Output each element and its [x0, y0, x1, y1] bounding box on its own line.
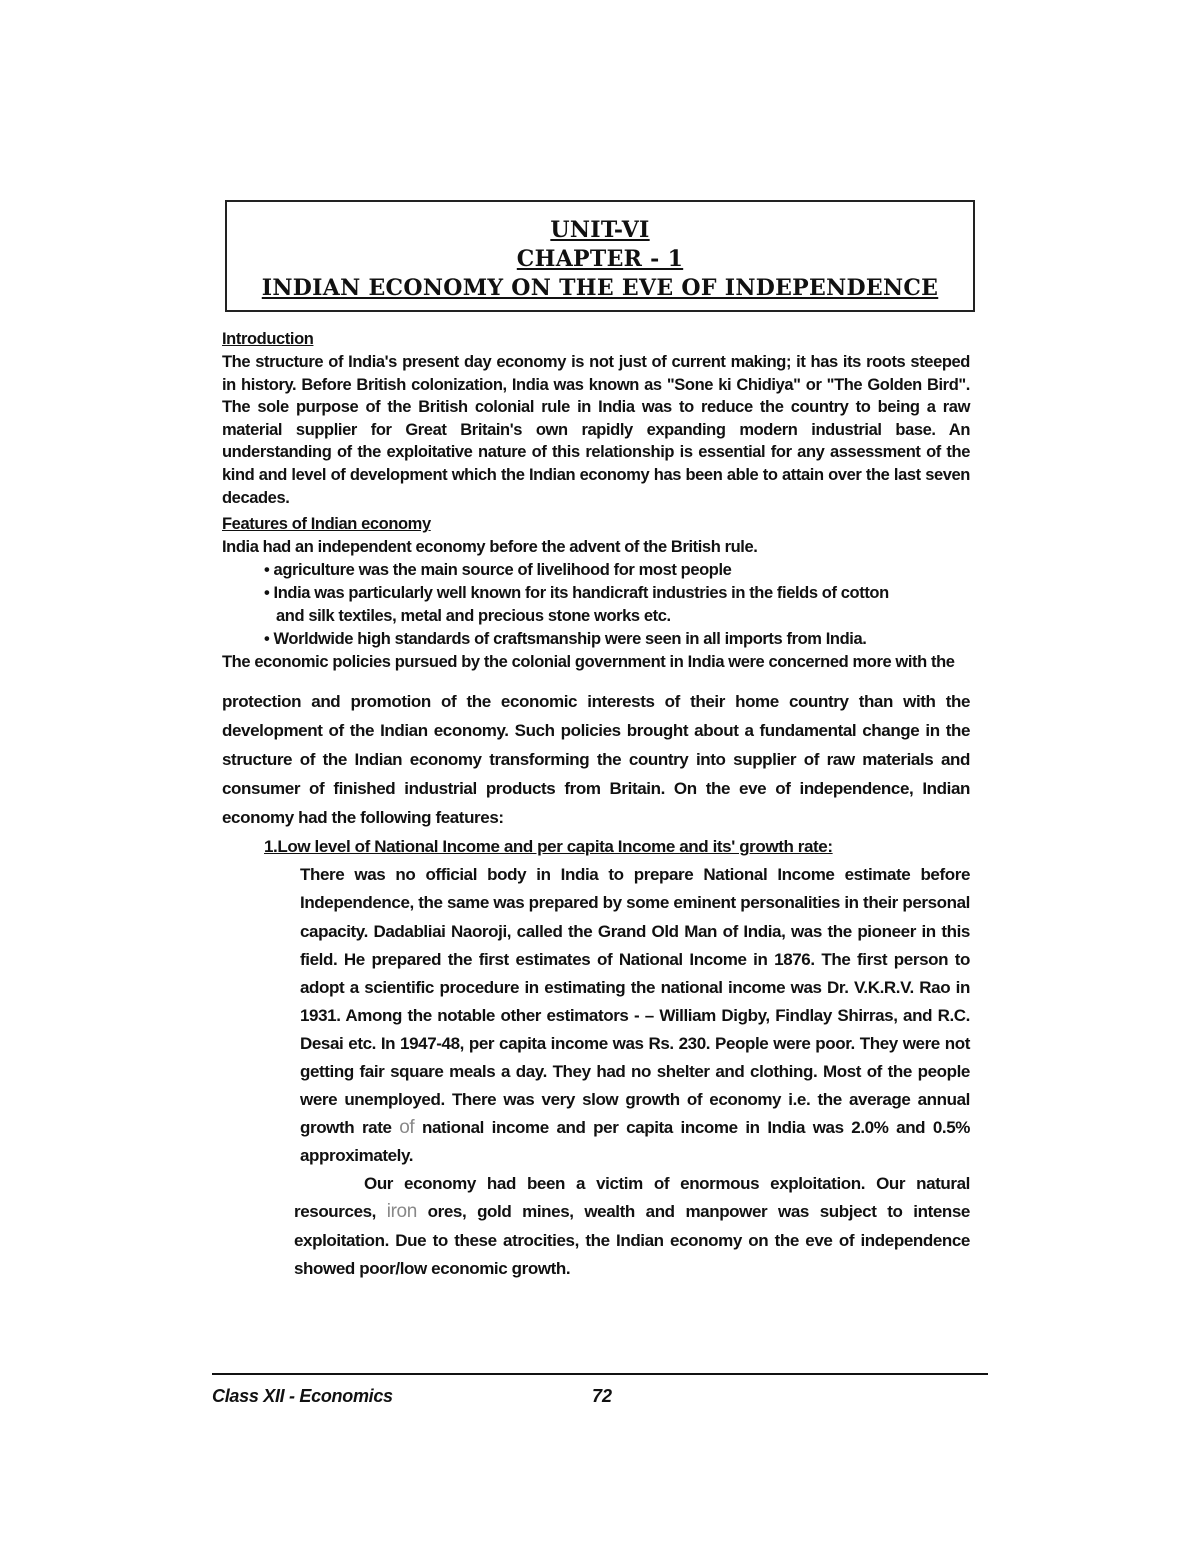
list-item: • India was particularly well known for its handicraft industries in the fields of cotton and silk textiles, metal and precious stone works etc.	[264, 583, 889, 625]
introduction-text: The structure of India's present day economy is not just of current making; it has its roots steeped in history. Before British colonization, India was known as "Sone ki Chidiya" or "The Golden Bird". The sole purpose of the British colonial rule in India was to reduce the country to being a raw material supplier for Great Britain's own rapidly expanding modern industrial base. An understanding of the exploitative nature of this relationship is essential for any assessment of the kind and level of development which the Indian economy has been able to attain over the last seven decades.	[222, 353, 970, 507]
section1-body: There was no official body in India to prepare National Income estimate before Independence, the same was prepared by some eminent personalities in their personal capacity. Dadabliai Naoroji, called the Grand Old Man of India, was the pioneer in this field. He prepared the first estimates of National Income in 1876. The first person to adopt a scientific procedure in estimating the national income was Dr. V.K.R.V. Rao in 1931. Among the notable other estimators - – William Digby, Findlay Shirras, and R.C. Desai etc. In 1947-48, per capita income was Rs. 230. People were poor. They were not getting fair square meals a day. They had no shelter and clothing. Most of the people were unemployed. There was very slow growth of economy i.e. the average annual growth rate of national income and per capita income in India was 2.0% and 0.5% approximately.	[300, 865, 971, 1166]
chapter-label: CHAPTER - 1	[516, 246, 684, 272]
features-intro: India had an independent economy before the advent of the British rule.	[222, 538, 758, 557]
list-item: • Worldwide high standards of craftsmanship were seen in all imports from India.	[264, 629, 867, 648]
page-number: 72	[592, 1386, 613, 1406]
page-content	[222, 328, 970, 1283]
features-list	[222, 559, 970, 651]
chapter-title-box	[225, 200, 975, 312]
footer-rule	[212, 1373, 988, 1375]
section1-heading: 1.Low level of National Income and per capita Income and its' growth rate:	[264, 837, 833, 857]
list-item: • agriculture was the main source of livelihood for most people	[264, 560, 732, 579]
section1-body2: Our economy had been a victim of enormous exploitation. Our natural resources, iron ores, gold mines, wealth and manpower was subject to intense exploitation. Due to these atrocities, the Indian economy on the eve of independence showed poor/low economic growth.	[294, 1174, 970, 1278]
features-after-bullets: The economic policies pursued by the colonial government in India were concerned more with the	[222, 652, 955, 671]
features-continuation: protection and promotion of the economic interests of their home country than with the development of the Indian economy. Such policies brought about a fundamental change in the structure of the Indian economy transforming the country into supplier of raw materials and consumer of finished industrial products from Britain. On the eve of independence, Indian economy had the following features:	[222, 692, 970, 828]
chapter-title: INDIAN ECONOMY ON THE EVE OF INDEPENDENCE	[261, 275, 939, 301]
introduction-heading: Introduction	[222, 330, 314, 348]
footer-book-title: Class XII - Economics	[212, 1386, 393, 1406]
features-heading: Features of Indian economy	[222, 515, 431, 534]
unit-label: UNIT-VI	[550, 217, 650, 243]
